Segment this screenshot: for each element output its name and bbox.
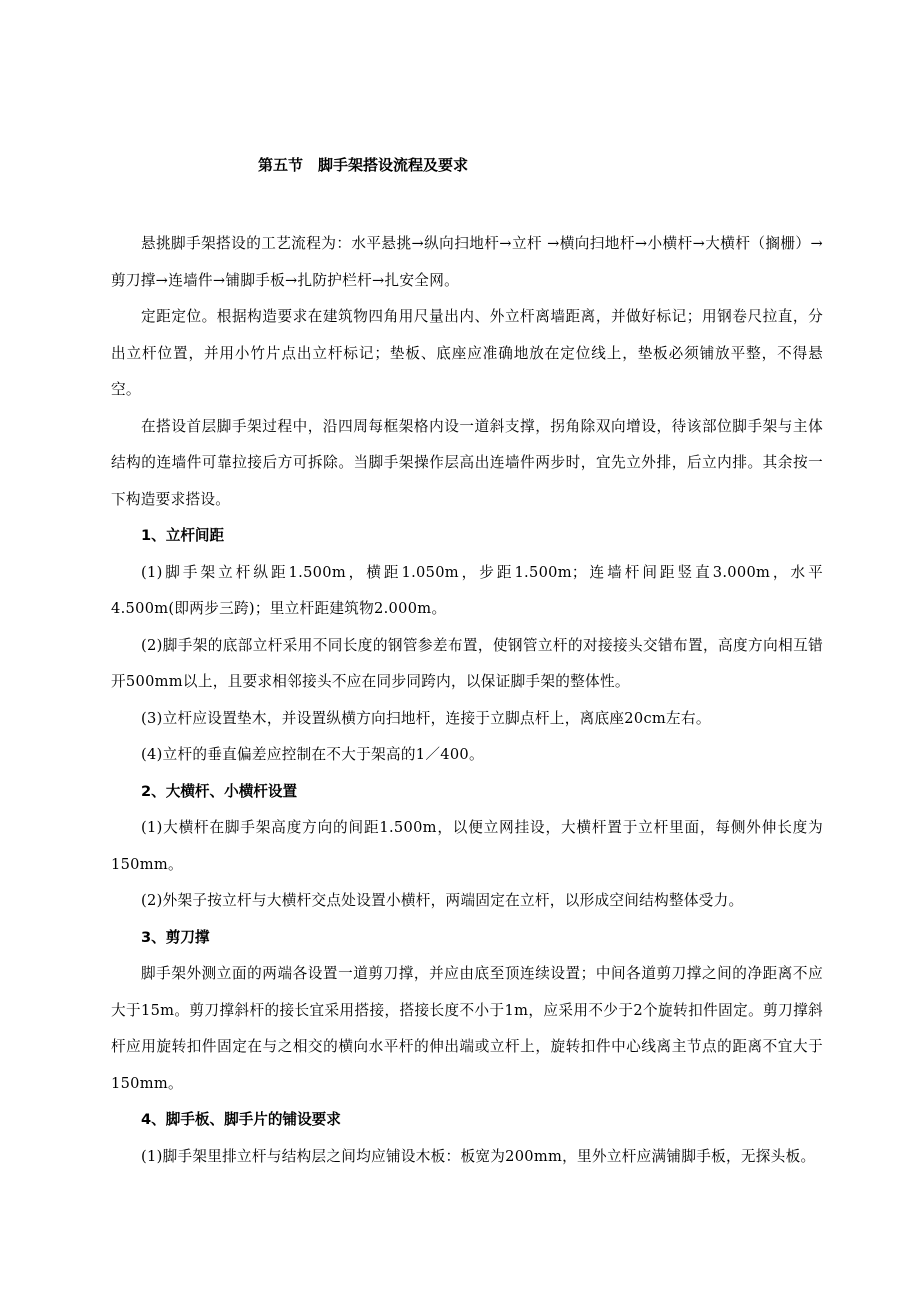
pole-spacing-item-4: (4)立杆的垂直偏差应控制在不大于架高的1／400。 xyxy=(141,746,484,763)
ledger-transom-item-2: (2)外架子按立杆与大横杆交点处设置小横杆，两端固定在立杆，以形成空间结构整体受力。 xyxy=(141,892,744,909)
pole-spacing-item-1: (1)脚手架立杆纵距1.500m，横距1.050m，步距1.500m；连墙杆间距竖直3.000m，水平4.500m(即两步三跨)；里立杆距建筑物2.000m。 xyxy=(111,563,823,617)
ledger-transom-item-1: (1)大横杆在脚手架高度方向的间距1.500m，以便立网挂设，大横杆置于立杆里面，每侧外伸长度为150mm。 xyxy=(111,819,823,873)
heading-pole-spacing: 1、立杆间距 xyxy=(141,527,225,544)
pole-spacing-item-2: (2)脚手架的底部立杆采用不同长度的钢管参差布置，使钢管立杆的对接接头交错布置，高度方向相互错开500mm以上，且要求相邻接头不应在同步同跨内，以保证脚手架的整体性。 xyxy=(111,636,823,690)
heading-scaffold-boards: 4、脚手板、脚手片的铺设要求 xyxy=(141,1111,341,1128)
cross-bracing-item-1: 脚手架外测立面的两端各设置一道剪刀撑，并应由底至顶连续设置；中间各道剪刀撑之间的净距离不应大于15m。剪刀撑斜杆的接长宜采用搭接，搭接长度不小于1m，应采用不少于2个旋转扣件固定。剪刀撑斜杆应用旋转扣件固定在与之相交的横向水平杆的伸出端或立杆上，旋转扣件中心线离主节点的距离不宜大于150mm。 xyxy=(111,965,823,1092)
paragraph-process-flow: 悬挑脚手架搭设的工艺流程为：水平悬挑→纵向扫地杆→立杆 →横向扫地杆→小横杆→大横杆（搁栅）→剪刀撑→连墙件→铺脚手板→扎防护栏杆→扎安全网。 xyxy=(111,235,823,289)
paragraph-first-layer: 在搭设首层脚手架过程中，沿四周每框架格内设一道斜支撑，拐角除双向增设，待该部位脚手架与主体结构的连墙件可靠拉接后方可拆除。当脚手架操作层高出连墙件两步时，宜先立外排，后立内排。其余按一下构造要求搭设。 xyxy=(111,417,823,508)
heading-cross-bracing: 3、剪刀撑 xyxy=(141,928,210,946)
heading-ledger-transom: 2、大横杆、小横杆设置 xyxy=(141,782,298,800)
section-title: 第五节 脚手架搭设流程及要求 xyxy=(258,156,469,174)
pole-spacing-item-3: (3)立杆应设置垫木，并设置纵横方向扫地杆，连接于立脚点杆上，离底座20cm左右。 xyxy=(141,709,711,727)
document-body xyxy=(111,226,823,1175)
scaffold-boards-item-1: (1)脚手架里排立杆与结构层之间均应铺设木板：板宽为200mm，里外立杆应满铺脚手板，无探头板。 xyxy=(141,1147,816,1165)
paragraph-positioning: 定距定位。根据构造要求在建筑物四角用尺量出内、外立杆离墙距离，并做好标记；用钢卷尺拉直，分出立杆位置，并用小竹片点出立杆标记；垫板、底座应准确地放在定位线上，垫板必须铺放平整，不得悬空。 xyxy=(111,308,823,398)
